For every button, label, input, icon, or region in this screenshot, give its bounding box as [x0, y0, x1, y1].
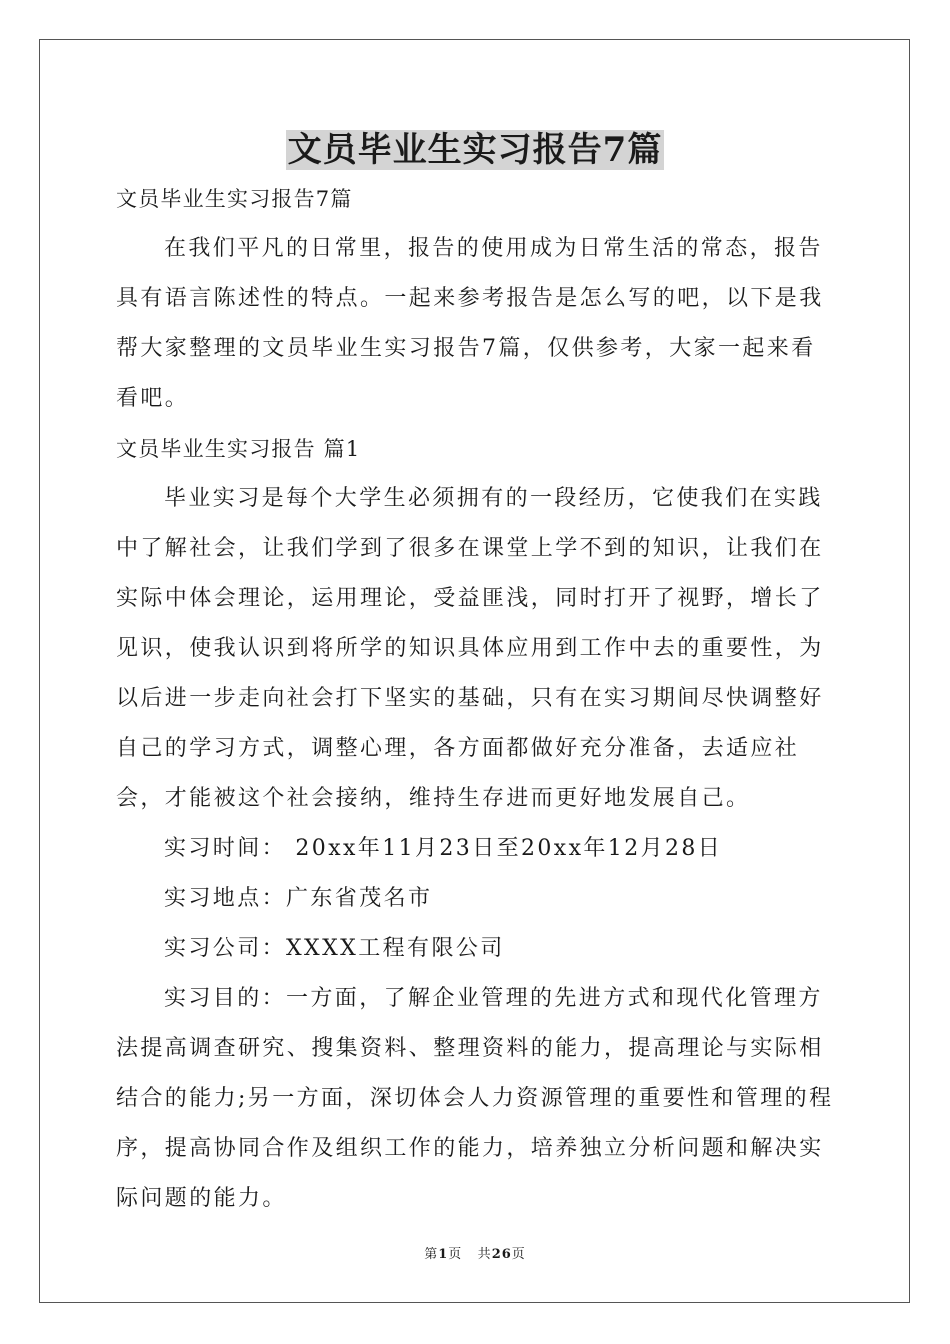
paragraph-internship-location: 实习地点：广东省茂名市 [164, 886, 433, 911]
footer-total-suffix: 页 [511, 1247, 526, 1262]
footer-total-pages: 26 [491, 1247, 512, 1262]
paragraph-internship-purpose: 实习目的：一方面，了解企业管理的先进方式和现代化管理方法提高调查研究、搜集资料、整理资料的能力，提高理论与实际相结合的能力;另一方面，深切体会人力资源管理的重要性和管理的程序，提高协同合作及组织工作的能力，培养独立分析问题和解决实际问题的能力。 [116, 986, 834, 1211]
paragraph-section-heading: 文员毕业生实习报告 篇1 [116, 437, 361, 461]
paragraph-intro: 在我们平凡的日常里，报告的使用成为日常生活的常态，报告具有语言陈述性的特点。一起来参考报告是怎么写的吧，以下是我帮大家整理的文员毕业生实习报告7篇，仅供参考，大家一起来看看吧。 [116, 236, 824, 411]
paragraph-internship-time: 实习时间： 20xx年11月23日至20xx年12月28日 [164, 836, 723, 861]
paragraph-internship-company: 实习公司：XXXX工程有限公司 [164, 936, 505, 961]
document-title [0, 124, 950, 176]
page-footer [0, 1245, 950, 1265]
document-body [116, 174, 836, 1224]
footer-page-number: 1 [438, 1247, 449, 1262]
paragraph-body: 毕业实习是每个大学生必须拥有的一段经历，它使我们在实践中了解社会，让我们学到了很多在课堂上学不到的知识，让我们在实际中体会理论，运用理论，受益匪浅，同时打开了视野，增长了见识，使我认识到将所学的知识具体应用到工作中去的重要性，为以后进一步走向社会打下坚实的基础，只有在实习期间尽快调整好自己的学习方式，调整心理，各方面都做好充分准备，去适应社会，才能被这个社会接纳，维持生存进而更好地发展自己。 [116, 486, 824, 811]
footer-page-prefix: 第 [424, 1247, 439, 1262]
paragraph-subtitle: 文员毕业生实习报告7篇 [116, 187, 353, 211]
document-title-text: 文员毕业生实习报告7篇 [287, 130, 663, 170]
footer-page-suffix: 页 [448, 1247, 463, 1262]
footer-total-prefix: 共 [477, 1247, 492, 1262]
